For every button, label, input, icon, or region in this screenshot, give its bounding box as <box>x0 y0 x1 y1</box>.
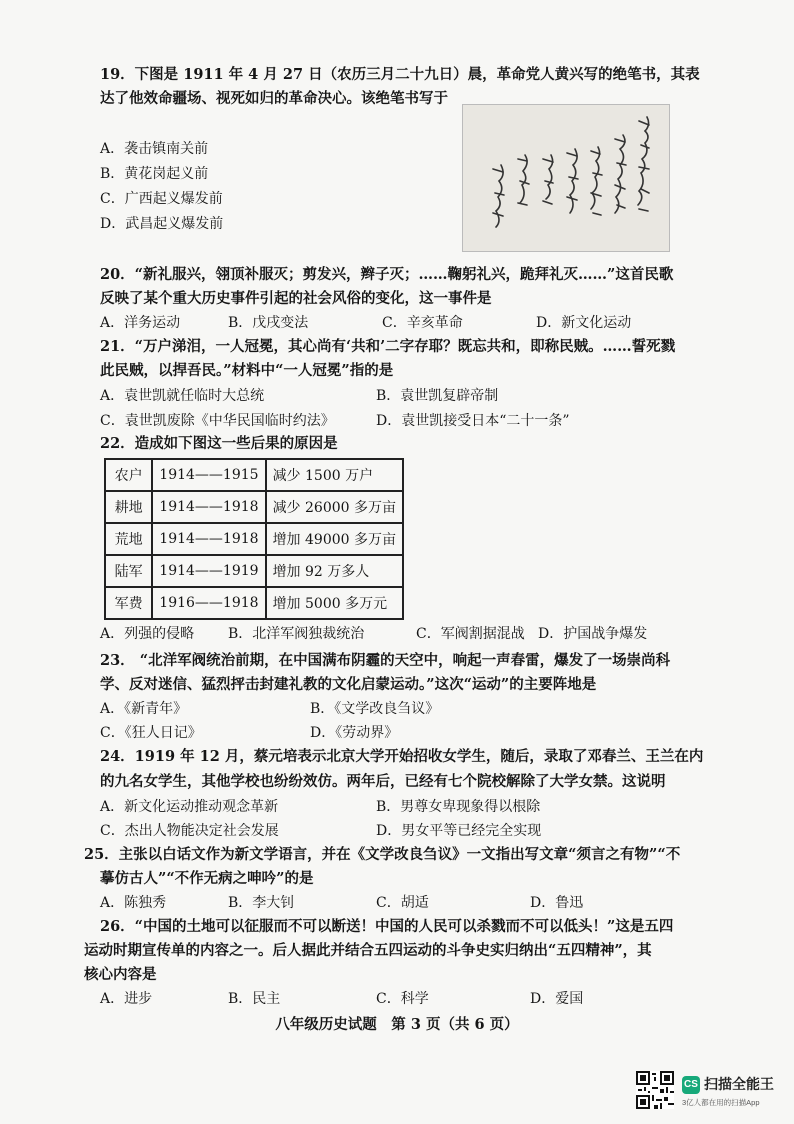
q21-option-b: B．袁世凯复辟帝制 <box>376 388 499 404</box>
q22-option-c: C．军阀割据混战 <box>416 626 525 642</box>
page-footer: 八年级历史试题 第 3 页（共 6 页） <box>275 1016 519 1033</box>
q25-stem-line1: 25．主张以白话文作为新文学语言，并在《文学改良刍议》一文指出写文章“须言之有物”“不 <box>84 846 681 863</box>
q21-option-d: D．袁世凯接受日本“二十一条” <box>376 413 570 429</box>
q23-options-row2 <box>100 722 660 744</box>
q25-option-a: A．陈独秀 <box>100 895 167 911</box>
calligraphy-illustration <box>463 105 669 251</box>
huangxing-farewell-letter-image <box>462 104 670 252</box>
q20-stem-line2: 反映了某个重大历史事件引起的社会风俗的变化，这一事件是 <box>100 290 492 307</box>
table-cell: 1914——1918 <box>152 491 265 523</box>
q26-option-d: D．爱国 <box>530 991 584 1007</box>
q20-stem-line1: 20．“新礼服兴，翎顶补服灭；剪发兴，辫子灭；……鞠躬礼兴，跪拜礼灭……”这首民歌 <box>100 266 674 283</box>
q20-option-b: B．戊戌变法 <box>228 315 309 331</box>
table-cell: 增加 5000 多万元 <box>266 587 403 619</box>
table-cell: 荒地 <box>105 523 152 555</box>
q21-option-c: C．袁世凯废除《中华民国临时约法》 <box>100 413 335 429</box>
q24-option-b: B．男尊女卑现象得以根除 <box>376 799 541 815</box>
q22-option-a: A．列强的侵略 <box>100 626 195 642</box>
q26-stem-line2: 运动时期宣传单的内容之一。后人据此并结合五四运动的斗争史实归纳出“五四精神”，其 <box>84 942 652 959</box>
q19-option-b: B．黄花岗起义前 <box>100 166 209 182</box>
table-row <box>105 523 403 555</box>
q23-options-row1 <box>100 698 660 720</box>
table-cell: 增加 92 万多人 <box>266 555 403 587</box>
q25-options <box>100 892 660 914</box>
q23-stem-line2: 学、反对迷信、猛烈抨击封建礼教的文化启蒙运动。”这次“运动”的主要阵地是 <box>100 676 597 693</box>
q22-option-b: B．北洋军阀独裁统治 <box>228 626 365 642</box>
q23-stem-line1: 23． “北洋军阀统治前期，在中国满布阴霾的天空中，响起一声春雷，爆发了一场崇尚科 <box>100 652 671 669</box>
table-cell: 1914——1915 <box>152 459 265 491</box>
q26-option-a: A．进步 <box>100 991 153 1007</box>
table-cell: 1916——1918 <box>152 587 265 619</box>
table-row <box>105 555 403 587</box>
q25-option-c: C．胡适 <box>376 895 429 911</box>
table-cell: 军费 <box>105 587 152 619</box>
q24-options-row1 <box>100 796 660 818</box>
q19-option-a: A．袭击镇南关前 <box>100 141 209 157</box>
scanner-app-name: 扫描全能王 <box>704 1076 774 1092</box>
q23-option-d: D．《劳动界》 <box>310 725 399 741</box>
scanner-app-tagline: 3亿人都在用的扫描App <box>682 1098 760 1107</box>
q26-option-b: B．民主 <box>228 991 281 1007</box>
q23-option-c: C．《狂人日记》 <box>100 725 202 741</box>
q21-options-row1 <box>100 385 660 407</box>
table-cell: 1914——1919 <box>152 555 265 587</box>
q24-option-c: C．杰出人物能决定社会发展 <box>100 823 279 839</box>
q20-option-d: D．新文化运动 <box>536 315 632 331</box>
q25-option-d: D．鲁迅 <box>530 895 584 911</box>
q24-stem-line1: 24．1919 年 12 月，蔡元培表示北京大学开始招收女学生，随后，录取了邓春兰、王兰在内 <box>100 748 704 765</box>
q19-option-c: C．广西起义爆发前 <box>100 191 223 207</box>
q21-option-a: A．袁世凯就任临时大总统 <box>100 388 265 404</box>
q25-stem-line2: 摹仿古人”“不作无病之呻吟”的是 <box>100 870 314 887</box>
q19-stem-line1: 19．下图是 1911 年 4 月 27 日（农历三月二十九日）晨，革命党人黄兴写的绝笔书，其表 <box>100 66 700 83</box>
q26-option-c: C．科学 <box>376 991 429 1007</box>
q24-option-a: A．新文化运动推动观念革新 <box>100 799 279 815</box>
table-cell: 1914——1918 <box>152 523 265 555</box>
q21-stem-line2: 此民贼，以捍吾民。”材料中“一人冠冕”指的是 <box>100 362 394 379</box>
q24-stem-line2: 的九名女学生，其他学校也纷纷效仿。两年后，已经有七个院校解除了大学女禁。这说明 <box>100 773 666 790</box>
q25-option-b: B．李大钊 <box>228 895 295 911</box>
q22-options <box>100 623 680 645</box>
qr-code-icon <box>636 1071 674 1109</box>
q22-option-d: D．护国战争爆发 <box>538 626 648 642</box>
table-cell: 农户 <box>105 459 152 491</box>
q21-options-row2 <box>100 410 660 432</box>
q23-option-a: A．《新青年》 <box>100 701 188 717</box>
table-cell: 增加 49000 多万亩 <box>266 523 403 555</box>
table-cell: 减少 1500 万户 <box>266 459 403 491</box>
q24-options-row2 <box>100 820 660 842</box>
table-row <box>105 491 403 523</box>
q23-option-b: B．《文学改良刍议》 <box>310 701 440 717</box>
q22-stem: 22．造成如下图这一些后果的原因是 <box>100 435 338 452</box>
q26-stem-line1: 26．“中国的土地可以征服而不可以断送！中国的人民可以杀戮而不可以低头！”这是五四 <box>100 918 674 935</box>
camscanner-logo-icon: CS <box>682 1076 700 1094</box>
table-cell: 陆军 <box>105 555 152 587</box>
table-row <box>105 587 403 619</box>
q21-stem-line1: 21．“万户涕泪，一人冠冕，其心尚有‘共和’二字存耶？既忘共和，即称民贼。……誓死戮 <box>100 338 676 355</box>
q19-stem-line2: 达了他效命疆场、视死如归的革命决心。该绝笔书写于 <box>100 90 448 107</box>
q20-option-c: C．辛亥革命 <box>382 315 463 331</box>
q26-options <box>100 988 660 1010</box>
q20-option-a: A．洋务运动 <box>100 315 181 331</box>
q19-option-d: D．武昌起义爆发前 <box>100 216 224 232</box>
q22-data-table <box>104 458 404 620</box>
q26-stem-line3: 核心内容是 <box>84 966 157 983</box>
table-row <box>105 459 403 491</box>
q24-option-d: D．男女平等已经完全实现 <box>376 823 542 839</box>
table-cell: 耕地 <box>105 491 152 523</box>
q20-options <box>100 312 660 334</box>
table-cell: 减少 26000 多万亩 <box>266 491 403 523</box>
